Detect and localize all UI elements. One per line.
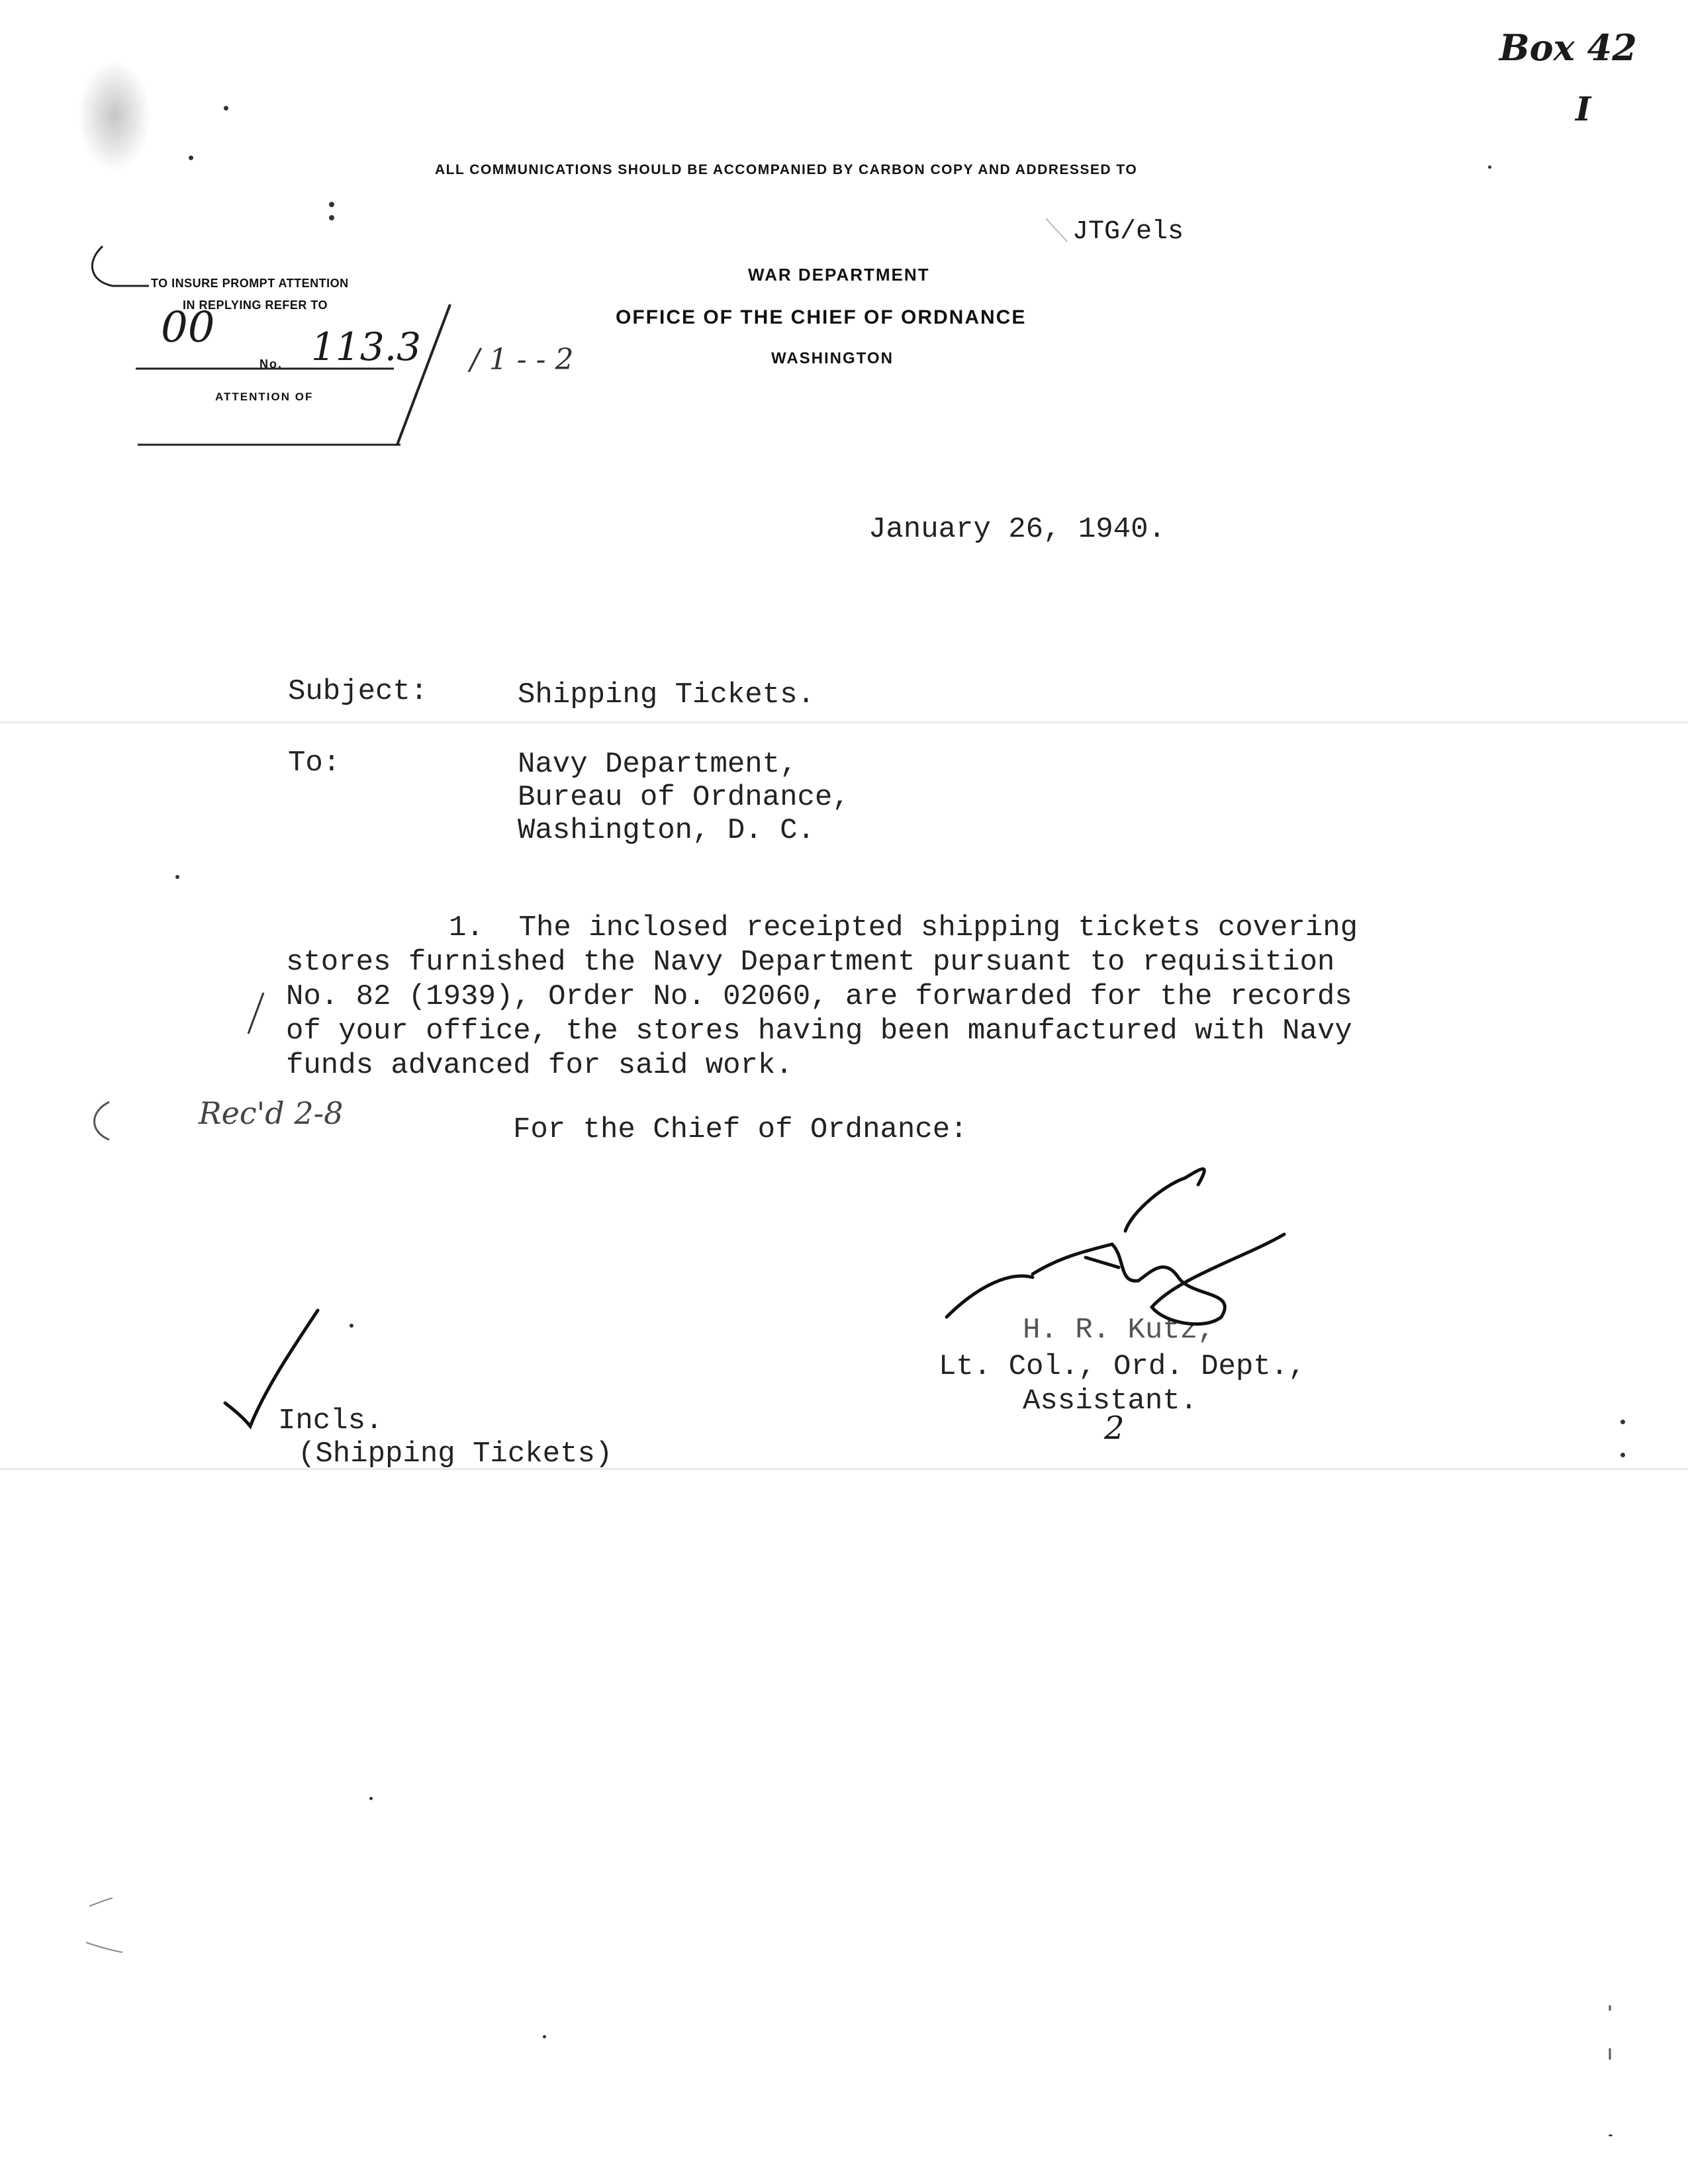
subject-label: Subject: [288,675,428,708]
enclosure-label: Incls. [278,1404,383,1437]
to-line1: Navy Department, [518,748,798,781]
closing-line: For the Chief of Ordnance: [513,1113,968,1146]
reply-box-line1: TO INSURE PROMPT ATTENTION [151,277,349,290]
to-line2: Bureau of Ordnance, [518,781,850,814]
signatory-role: Assistant. [1023,1385,1198,1418]
letterhead-office: OFFICE OF THE CHIEF OF ORDNANCE [616,306,1027,328]
letterhead-address-line: ALL COMMUNICATIONS SHOULD BE ACCOMPANIED BY CARBON COPY AND ADDRESSED TO [435,162,1138,177]
margin-paren-icon [95,1102,110,1140]
to-label: To: [288,747,341,780]
margin-slash-icon [248,993,263,1034]
body-line2: stores furnished the Navy Department pursuant to requisition [286,946,1335,979]
reply-box-line2: IN REPLYING REFER TO [183,298,328,312]
page-mark: 2 [1104,1410,1125,1447]
letterhead-department: WAR DEPARTMENT [748,265,930,285]
roman-numeral-annotation: I [1575,89,1591,128]
body-line1: 1. The inclosed receipted shipping tickets covering [449,911,1358,944]
body-line3: No. 82 (1939), Order No. 02060, are forwarded for the records [286,980,1352,1013]
signatory-name: H. R. Kutz, [1023,1314,1215,1347]
file-number-extra: / 1 - - 2 [470,343,574,377]
signatory-title: Lt. Col., Ord. Dept., [939,1350,1306,1383]
checkmark-icon [225,1310,318,1426]
signature-scrawl [947,1169,1284,1324]
file-number-right: 113.3 [311,324,422,369]
reference-initials: JTG/els [1072,217,1184,247]
scratch-mark [86,1898,122,1952]
to-line3: Washington, D. C. [518,814,815,847]
reply-box-no-label: No. [259,357,283,371]
file-number-left: 00 [161,303,215,352]
reply-box-attention-label: ATTENTION OF [215,390,314,403]
letterhead-city: WASHINGTON [771,349,894,367]
body-line5: funds advanced for said work. [286,1049,793,1082]
reply-box-slash [397,304,450,445]
enclosure-detail: (Shipping Tickets) [298,1437,613,1471]
letter-date: January 26, 1940. [868,513,1166,546]
subject-value: Shipping Tickets. [518,678,815,711]
margin-note: Rec'd 2-8 [199,1095,344,1131]
box-number-annotation: Box 42 [1499,26,1637,69]
body-line4: of your office, the stores having been manufactured with Navy [286,1015,1352,1048]
bracket-mark-icon [92,246,149,286]
scan-hairline [1046,218,1067,242]
